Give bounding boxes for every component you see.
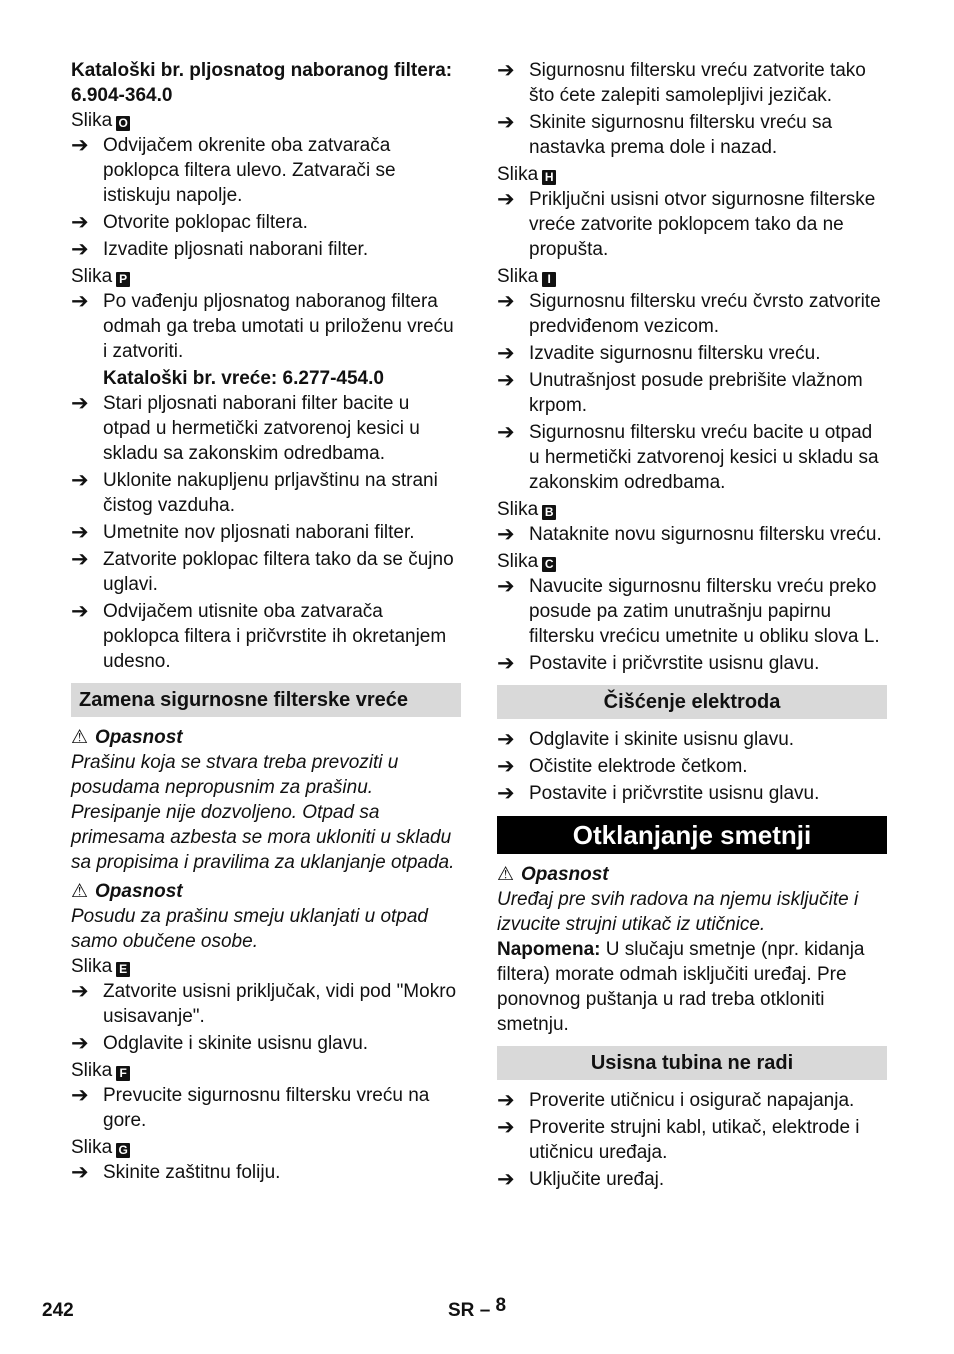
arrow-icon: ➔ (71, 134, 89, 157)
figure-badge: B (542, 505, 556, 520)
list-item: ➔ Sigurnosnu filtersku vreću bacite u otpad u hermetički zatvorenoj kesici u skladu sa zakonskim odredbama. (497, 421, 879, 493)
list-item: ➔ Zatvorite usisni priključak, vidi pod "Mokro usisavanje". (71, 980, 457, 1027)
danger-text: Posudu za prašinu smeju uklanjati u otpad samo obučene osobe. (71, 906, 429, 952)
warning-icon: ⚠ (71, 881, 89, 902)
figure-badge: E (116, 962, 130, 977)
note-paragraph: Napomena: U slučaju smetnje (npr. kidanja filtera) morate odmah isključiti uređaj. Pre ponovnog puštanja u rad treba otkloniti smetnju. (497, 939, 865, 1035)
arrow-icon: ➔ (71, 548, 89, 571)
warning-icon: ⚠ (71, 727, 89, 748)
arrow-icon: ➔ (71, 469, 89, 492)
list-item: ➔ Izvadite sigurnosnu filtersku vreću. (497, 342, 821, 365)
list-item: ➔ Skinite zaštitnu foliju. (71, 1161, 281, 1184)
figure-badge: G (116, 1143, 130, 1158)
arrow-icon: ➔ (71, 521, 89, 544)
arrow-icon: ➔ (497, 523, 515, 546)
figure-badge: O (116, 116, 130, 131)
danger-heading: ⚠ Opasnost (71, 881, 183, 902)
figure-ref-o: Slika O (71, 108, 461, 133)
arrow-icon: ➔ (497, 290, 515, 313)
arrow-icon: ➔ (497, 1168, 515, 1191)
page-language-ref: SR – 8 (448, 1295, 507, 1321)
arrow-icon: ➔ (71, 1032, 89, 1055)
list-item: ➔ Umetnite nov pljosnati naborani filter. (71, 521, 415, 544)
figure-ref-g: Slika G (71, 1135, 461, 1160)
section-heading: Čišćenje elektroda (497, 685, 887, 719)
arrow-icon: ➔ (71, 600, 89, 623)
list-item: ➔ Očistite elektrode četkom. (497, 755, 748, 778)
arrow-icon: ➔ (497, 421, 515, 444)
figure-ref-c: Slika C (497, 549, 887, 574)
figure-ref-b: Slika B (497, 497, 887, 522)
figure-ref-h: Slika H (497, 162, 887, 187)
danger-heading: ⚠ Opasnost (497, 864, 609, 885)
list-item: ➔ Proverite utičnicu i osigurač napajanja. (497, 1089, 855, 1112)
figure-ref-i: Slika I (497, 264, 887, 289)
list-item: ➔ Uklonite nakupljenu prljavštinu na strani čistog vazduha. (71, 469, 438, 516)
figure-ref-p: Slika P (71, 264, 461, 289)
arrow-icon: ➔ (497, 111, 515, 134)
arrow-icon: ➔ (497, 1089, 515, 1112)
figure-badge: H (542, 170, 556, 185)
danger-heading: ⚠ Opasnost (71, 727, 183, 748)
list-item: ➔ Priključni usisni otvor sigurnosne filterske vreće zatvorite poklopcem tako da ne propušta. (497, 188, 876, 260)
arrow-icon: ➔ (497, 782, 515, 805)
arrow-icon: ➔ (497, 652, 515, 675)
left-column (71, 58, 461, 1187)
arrow-icon: ➔ (497, 188, 515, 211)
figure-ref-f: Slika F (71, 1058, 461, 1083)
arrow-icon: ➔ (71, 980, 89, 1003)
catalog-number-bag: Kataloški br. vreće: 6.277-454.0 (103, 368, 384, 389)
list-item: ➔ Sigurnosnu filtersku vreću čvrsto zatvorite predviđenom vezicom. (497, 290, 881, 337)
figure-ref-e: Slika E (71, 954, 461, 979)
list-item: ➔ Izvadite pljosnati naborani filter. (71, 238, 369, 261)
section-heading: Usisna tubina ne radi (497, 1046, 887, 1080)
figure-badge: P (116, 272, 130, 287)
figure-badge: F (116, 1066, 130, 1081)
list-item: ➔ Prevucite sigurnosnu filtersku vreću na gore. (71, 1084, 430, 1131)
figure-badge: I (542, 272, 556, 287)
arrow-icon: ➔ (71, 238, 89, 261)
list-item: ➔ Unutrašnjost posude prebrišite vlažnom krpom. (497, 369, 863, 416)
list-item: ➔ Sigurnosnu filtersku vreću zatvorite tako što ćete zalepiti samolepljivi jezičak. (497, 59, 866, 106)
list-item: ➔ Navucite sigurnosnu filtersku vreću preko posude pa zatim unutrašnju papirnu filtersku vrećicu umetnite u obliku slova L. (497, 575, 880, 647)
list-item: ➔ Postavite i pričvrstite usisnu glavu. (497, 782, 820, 805)
arrow-icon: ➔ (71, 1161, 89, 1184)
danger-text: Prašinu koja se stvara treba prevoziti u posudama nepropusnim za prašinu. Presipanje nije dozvoljeno. Otpad sa primesama azbesta se mora ukloniti u skladu sa propisima i pravilima za uklanjanje otpada. (71, 752, 455, 873)
arrow-icon: ➔ (497, 728, 515, 751)
list-item: ➔ Odglavite i skinite usisnu glavu. (497, 728, 795, 751)
list-item: ➔ Proverite strujni kabl, utikač, elektrode i utičnicu uređaja. (497, 1116, 860, 1163)
right-column (497, 58, 887, 1194)
chapter-heading: Otklanjanje smetnji (497, 816, 887, 854)
arrow-icon: ➔ (497, 1116, 515, 1139)
arrow-icon: ➔ (71, 211, 89, 234)
catalog-number-filter: Kataloški br. pljosnatog naboranog filtera: 6.904-364.0 (71, 60, 453, 106)
page-number: 242 (42, 1300, 74, 1321)
list-item: ➔ Stari pljosnati naborani filter bacite u otpad u hermetički zatvorenoj kesici u skladu sa zakonskim odredbama. (71, 392, 420, 464)
list-item: ➔ Odvijačem utisnite oba zatvarača poklopca filtera i pričvrstite ih okretanjem udesno. (71, 600, 447, 672)
arrow-icon: ➔ (497, 369, 515, 392)
arrow-icon: ➔ (71, 1084, 89, 1107)
arrow-icon: ➔ (71, 290, 89, 313)
note-label: Napomena: (497, 939, 601, 960)
list-item: ➔ Skinite sigurnosnu filtersku vreću sa nastavka prema dole i nazad. (497, 111, 833, 158)
arrow-icon: ➔ (71, 392, 89, 415)
arrow-icon: ➔ (497, 755, 515, 778)
list-item: ➔ Postavite i pričvrstite usisnu glavu. (497, 652, 820, 675)
list-item: ➔ Zatvorite poklopac filtera tako da se čujno uglavi. (71, 548, 454, 595)
danger-text: Uređaj pre svih radova na njemu isključite i izvucite strujni utikač iz utičnice. (497, 889, 859, 935)
arrow-icon: ➔ (497, 575, 515, 598)
warning-icon: ⚠ (497, 864, 515, 885)
section-heading: Zamena sigurnosne filterske vreće (71, 683, 461, 717)
list-item: ➔ Uključite uređaj. (497, 1168, 665, 1191)
list-item: ➔ Nataknite novu sigurnosnu filtersku vreću. (497, 523, 882, 546)
arrow-icon: ➔ (497, 342, 515, 365)
figure-badge: C (542, 557, 556, 572)
list-item: ➔ Otvorite poklopac filtera. (71, 211, 308, 234)
list-item: ➔ Po vađenju pljosnatog naboranog filtera odmah ga treba umotati u priloženu vreću i zatvoriti. (71, 290, 454, 362)
list-item: ➔ Odvijačem okrenite oba zatvarača poklopca filtera ulevo. Zatvarači se istiskuju napolje. (71, 134, 396, 206)
list-item: ➔ Odglavite i skinite usisnu glavu. (71, 1032, 369, 1055)
arrow-icon: ➔ (497, 59, 515, 82)
